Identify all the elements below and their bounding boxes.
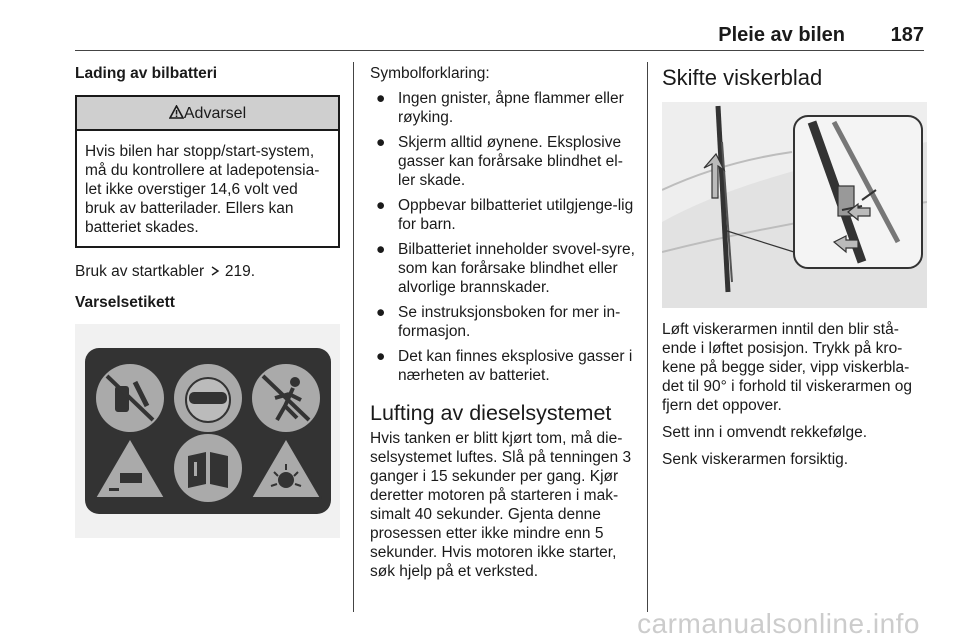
warning-header [77,97,338,131]
list-item [370,347,635,385]
bullet-dot: ● [376,241,386,258]
bullet-text: Skjerm alltid øynene. Eksplosive gasser kan forårsake blindhet el-ler skade. [398,134,623,189]
bullet-dot: ● [376,90,386,107]
watermark-text: carmanualsonline.info [637,608,920,639]
viskerblad-paragraph-3: Senk viskerarmen forsiktig. [662,451,849,468]
bullet-dot: ● [376,304,386,321]
battery-label-graphic [85,348,331,514]
bullet-dot: ● [376,197,386,214]
column-1 [75,64,340,538]
section-heading-lading: Lading av bilbatteri [75,65,218,82]
bullet-dot: ● [376,348,386,365]
viskerblad-paragraph-2: Sett inn i omvendt rekkefølge. [662,424,868,441]
bullet-text: Ingen gnister, åpne flammer eller røyking. [398,90,624,126]
list-item [370,240,635,297]
battery-warning-label-image [75,324,340,538]
read-manual-icon [174,434,242,502]
startkabler-page-ref[interactable]: 219. [224,263,256,280]
section-heading-viskerblad: Skifte viskerblad [662,65,823,90]
wiper-illustration-graphic [662,102,927,308]
section-heading-varselsetikett: Varselsetikett [75,294,175,311]
header-title: Pleie av bilen [718,24,845,46]
startkabler-reference [75,262,340,281]
warning-box [75,95,340,248]
page-reference-arrow-icon [209,265,221,277]
list-item [370,133,635,190]
lufting-paragraph: Hvis tanken er blitt kjørt tom, må die-selsystemet luftes. Slå på tenningen 3 ganger i 15 sekunder per gang. Kjør deretter motoren på starteren i mak-simalt 40 sekunder. Gjenta denne prosessen etter ikke mindre enn 5 sekunder. Hvis motoren ikke starter, søk hjelp på et verksted. [370,430,632,580]
startkabler-text: Bruk av startkabler [75,263,205,280]
bullet-text: Se instruksjonsboken for mer in-formasjon. [398,304,621,340]
bullet-dot: ● [376,134,386,151]
page-number: 187 [890,24,924,46]
column-2 [370,64,635,581]
bullet-text: Bilbatteriet inneholder svovel-syre, som kan forårsake blindhet eller alvorlige brannskader. [398,241,635,296]
warning-text: Hvis bilen har stopp/start-system, må du kontrollere at ladepotensia-let ikke overstiger 14,6 volt ved bruk av batterilader. Ellers kan batteriet skades. [85,143,320,236]
section-heading-lufting: Lufting av dieselsystemet [370,401,612,425]
no-fire-icon [96,364,164,432]
bullet-text: Oppbevar bilbatteriet utilgjenge-lig for barn. [398,197,634,233]
wiper-blade-illustration [662,102,927,308]
list-item [370,196,635,234]
keep-away-children-icon [252,364,320,432]
header-rule [75,50,924,51]
list-item [370,89,635,127]
warning-triangle-icon [169,105,184,119]
symbol-legend-title: Symbolforklaring: [370,65,490,82]
column-divider-1 [353,62,354,612]
bullet-text: Det kan finnes eksplosive gasser i nærheten av batteriet. [398,348,633,384]
warning-title: Advarsel [183,105,247,122]
column-divider-2 [647,62,648,612]
column-3 [662,64,927,469]
eye-protection-icon [174,364,242,432]
list-item [370,303,635,341]
viskerblad-paragraph-1: Løft viskerarmen inntil den blir stå-ende i løftet posisjon. Trykk på kro-kene på begge sider, vipp viskerbla-det til 90° i forhold til viskerarmen og fjern det oppover. [662,321,913,414]
